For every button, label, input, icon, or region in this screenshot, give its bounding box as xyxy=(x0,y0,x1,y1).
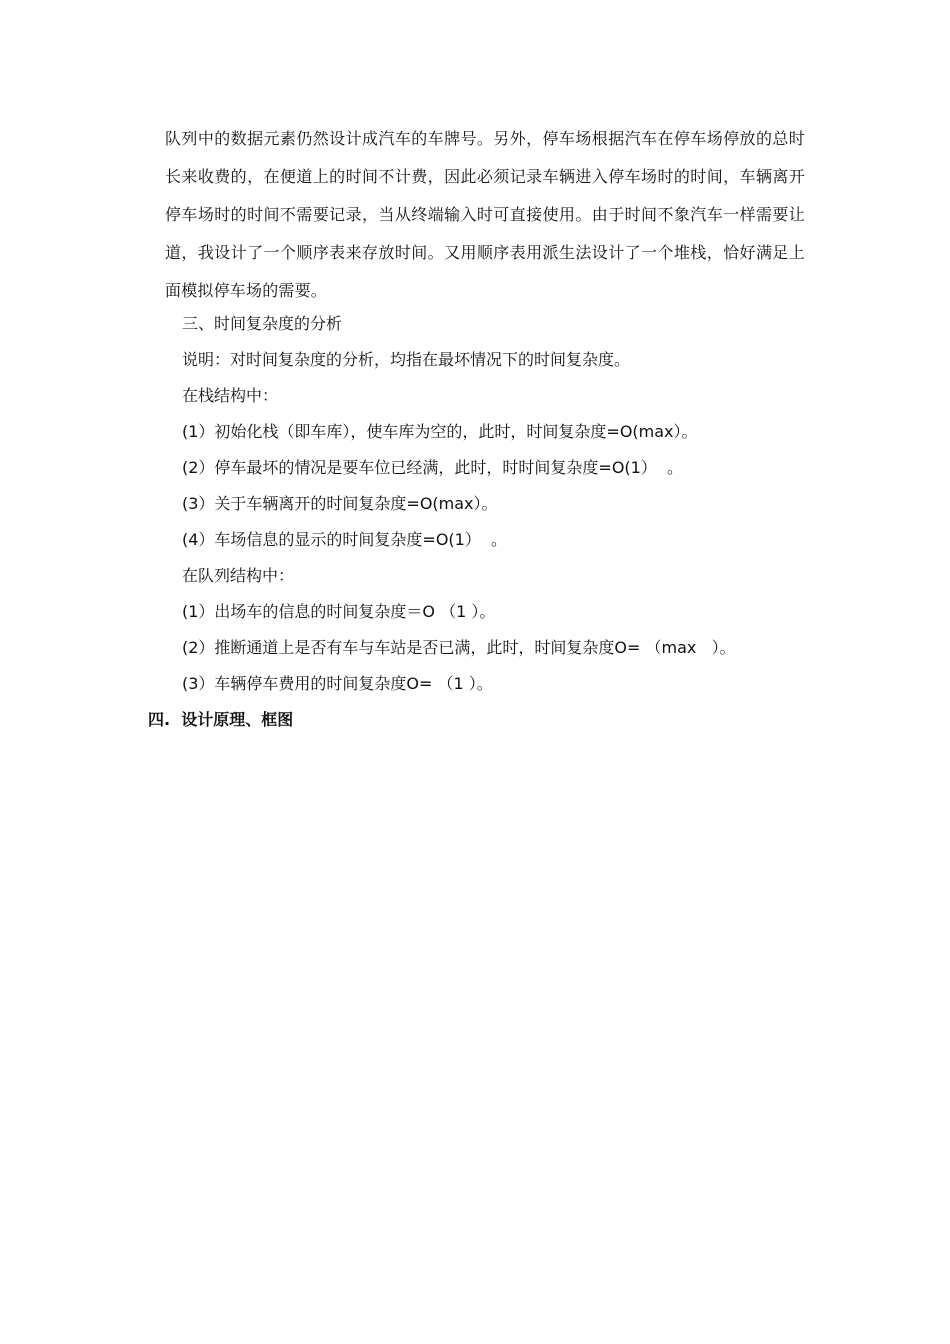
queue-item-2: (2）推断通道上是否有车与车站是否已满，此时，时间复杂度O= （max ）。 xyxy=(182,638,736,657)
queue-structure-label: 在队列结构中： xyxy=(182,566,295,585)
note-line: 说明：对时间复杂度的分析，均指在最坏情况下的时间复杂度。 xyxy=(182,350,631,369)
stack-item-4: (4）车场信息的显示的时间复杂度=O(1） 。 xyxy=(182,530,508,549)
stack-item-3: (3）关于车辆离开的时间复杂度=O(max）。 xyxy=(182,494,498,513)
section-title-complexity: 三、时间复杂度的分析 xyxy=(182,314,343,333)
stack-item-1: (1）初始化栈（即车库），使车库为空的，此时，时间复杂度=O(max）。 xyxy=(182,422,698,441)
body-paragraph: 队列中的数据元素仍然设计成汽车的车牌号。另外，停车场根据汽车在停车场停放的总时长来收费的，在便道上的时间不计费，因此必须记录车辆进入停车场时的时间，车辆离开停车场时的时间不需要记录，当从终端输入时可直接使用。由于时间不象汽车一样需要让道，我设计了一个顺序表来存放时间。又用顺序表用派生法设计了一个堆栈，恰好满足上面模拟停车场的需要。 xyxy=(165,129,805,300)
stack-item-2: (2）停车最坏的情况是要车位已经满，此时，时时间复杂度=O(1） 。 xyxy=(182,458,684,477)
queue-item-3: (3）车辆停车费用的时间复杂度O= （1 ）。 xyxy=(182,674,493,693)
section-heading-design: 四. 设计原理、框图 xyxy=(148,710,294,729)
stack-structure-label: 在栈结构中： xyxy=(182,386,279,405)
queue-item-1: (1）出场车的信息的时间复杂度＝O （1 ）。 xyxy=(182,602,496,621)
